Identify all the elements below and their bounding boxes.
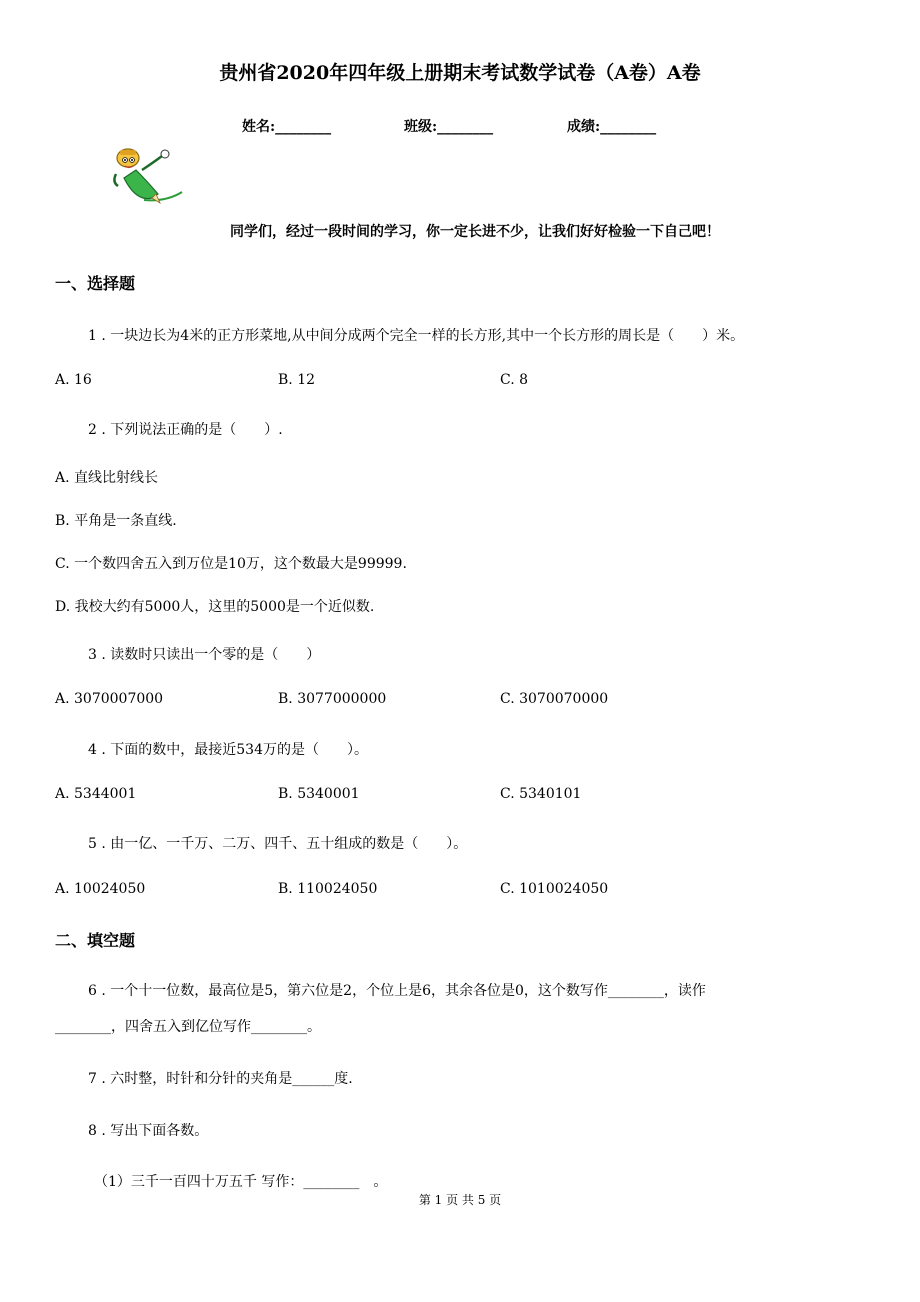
q3-option-c[interactable]: C. 3070070000	[500, 691, 609, 707]
q1-option-a[interactable]: A. 16	[55, 372, 92, 388]
name-field[interactable]: 姓名:________	[242, 119, 332, 135]
q2-option-d[interactable]: D. 我校大约有5000人，这里的5000是一个近似数.	[55, 599, 375, 615]
class-field[interactable]: 班级:________	[404, 119, 494, 135]
q4-option-c[interactable]: C. 5340101	[500, 786, 582, 802]
score-field[interactable]: 成绩:________	[567, 119, 657, 135]
q1-option-c[interactable]: C. 8	[500, 372, 529, 388]
q2-option-b[interactable]: B. 平角是一条直线.	[55, 513, 177, 529]
q3-option-b[interactable]: B. 3077000000	[278, 691, 387, 707]
question-6-line1: 6 . 一个十一位数，最高位是5，第六位是2，个位上是6，其余各位是0，这个数写作________，读作	[88, 983, 706, 999]
question-3: 3 . 读数时只读出一个零的是（ ）	[88, 647, 321, 663]
section-title-fill: 二、填空题	[55, 931, 136, 950]
question-6-line2: ________，四舍五入到亿位写作________。	[55, 1019, 321, 1035]
question-2: 2 . 下列说法正确的是（ ）.	[88, 422, 283, 438]
q2-option-a[interactable]: A. 直线比射线长	[55, 470, 159, 486]
question-5: 5 . 由一亿、一千万、二万、四千、五十组成的数是（ ）。	[88, 836, 468, 852]
page-title: 贵州省2020年四年级上册期末考试数学试卷（A卷）A卷	[219, 62, 701, 84]
q5-option-c[interactable]: C. 1010024050	[500, 881, 609, 897]
q1-option-b[interactable]: B. 12	[278, 372, 316, 388]
q4-option-a[interactable]: A. 5344001	[55, 786, 137, 802]
pencil-mascot-icon	[106, 140, 186, 206]
q5-option-a[interactable]: A. 10024050	[55, 881, 146, 897]
question-7: 7 . 六时整，时针和分针的夹角是______度.	[88, 1071, 353, 1087]
question-4: 4 . 下面的数中，最接近534万的是（ ）。	[88, 742, 368, 758]
q5-option-b[interactable]: B. 110024050	[278, 881, 378, 897]
q3-option-a[interactable]: A. 3070007000	[55, 691, 164, 707]
q2-option-c[interactable]: C. 一个数四舍五入到万位是10万，这个数最大是99999.	[55, 556, 407, 572]
q4-option-b[interactable]: B. 5340001	[278, 786, 360, 802]
section-title-choice: 一、选择题	[55, 274, 136, 293]
question-8-sub1: （1）三千一百四十万五千 写作：________ 。	[94, 1174, 388, 1190]
intro-text: 同学们，经过一段时间的学习，你一定长进不少，让我们好好检验一下自己吧！	[230, 224, 720, 240]
page-footer: 第 1 页 共 5 页	[418, 1193, 502, 1207]
question-8: 8 . 写出下面各数。	[88, 1123, 209, 1139]
question-1: 1 . 一块边长为4米的正方形菜地,从中间分成两个完全一样的长方形,其中一个长方形的周长是（ ）米。	[88, 328, 745, 344]
